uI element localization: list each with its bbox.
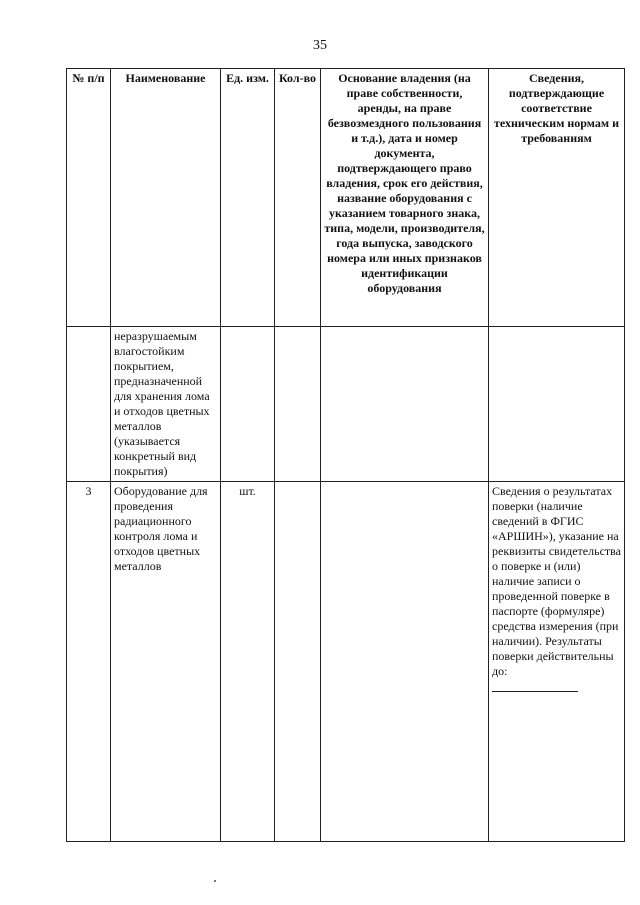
header-qty: Кол-во — [275, 69, 321, 327]
header-unit: Ед. изм. — [221, 69, 275, 327]
date-blank-line — [492, 691, 578, 692]
header-compliance: Сведения, подтверждающие соответствие техническим нормам и требованиям — [489, 69, 625, 327]
cell-num: 3 — [67, 482, 111, 842]
header-basis: Основание владения (на праве собственности, аренды, на праве безвозмездного пользования и т.д.), дата и номер документа, подтверждающего право владения, срок его действия, название оборудования с указанием товарного знака, типа, модели, производителя, года выпуска, заводского номера или иных признаков идентификации оборудования — [321, 69, 489, 327]
page-number: 35 — [313, 38, 327, 53]
cell-qty — [275, 327, 321, 482]
cell-compliance: Сведения о результатах поверки (наличие сведений в ФГИС «АРШИН»), указание на реквизиты свидетельства о поверке и (или) наличие записи о проведенной поверке в паспорте (формуляре) средства измерения (при наличии). Результаты поверки действительны до: — [492, 484, 621, 678]
cell-compliance-container — [489, 482, 625, 842]
cell-compliance — [489, 327, 625, 482]
table-row — [67, 327, 625, 482]
cell-num — [67, 327, 111, 482]
cell-name: неразрушаемым влагостойким покрытием, предназначенной для хранения лома и отходов цветных металлов (указывается конкретный вид покрытия) — [111, 327, 221, 482]
header-num: № п/п — [67, 69, 111, 327]
cell-qty — [275, 482, 321, 842]
header-name: Наименование — [111, 69, 221, 327]
equipment-table — [66, 68, 625, 842]
table-header-row — [67, 69, 625, 327]
scan-speck — [214, 880, 216, 882]
table-row — [67, 482, 625, 842]
cell-name: Оборудование для проведения радиационного контроля лома и отходов цветных металлов — [111, 482, 221, 842]
cell-basis — [321, 482, 489, 842]
cell-unit — [221, 327, 275, 482]
cell-basis — [321, 327, 489, 482]
cell-unit: шт. — [221, 482, 275, 842]
